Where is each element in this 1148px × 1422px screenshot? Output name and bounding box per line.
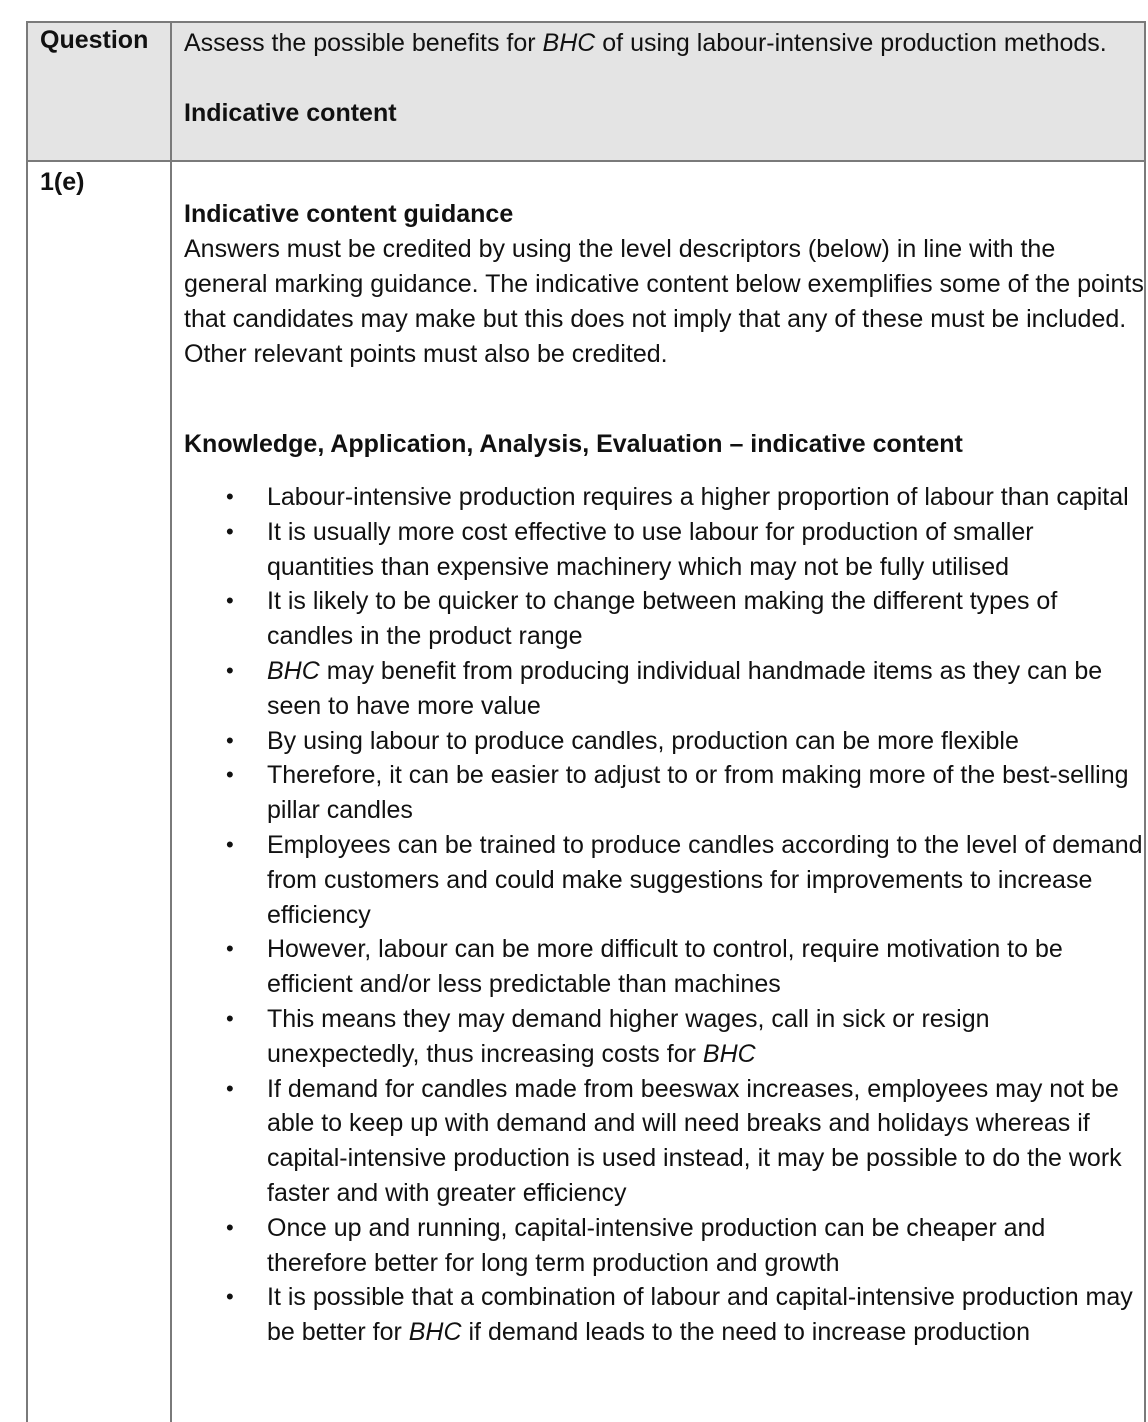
- mark-scheme-table: [26, 21, 1146, 1422]
- list-item: • However, labour can be more difficult to control, require motivation to be efficient and/or less predictable than machines: [184, 932, 1144, 1002]
- list-item: • Therefore, it can be easier to adjust to or from making more of the best-selling pillar candles: [184, 758, 1144, 828]
- list-item: • Once up and running, capital-intensive production can be cheaper and therefore better for long term production and growth: [184, 1211, 1144, 1281]
- question-prompt-cell: [172, 23, 1144, 160]
- bullet-icon: •: [226, 518, 234, 544]
- list-item: • This means they may demand higher wages, call in sick or resign unexpectedly, thus increasing costs for BHC: [184, 1002, 1144, 1072]
- question-number: 1(e): [28, 162, 172, 1422]
- list-item: • It is usually more cost effective to use labour for production of smaller quantities than expensive machinery which may not be fully utilised: [184, 515, 1144, 585]
- bullet-icon: •: [226, 484, 234, 509]
- list-item: • Employees can be trained to produce candles according to the level of demand from customers and could make suggestions for improvements to increase efficiency: [184, 828, 1144, 932]
- bullet-icon: •: [226, 588, 234, 614]
- bullet-icon: •: [226, 657, 234, 683]
- indicative-content-heading: Indicative content: [184, 99, 397, 127]
- bullet-icon: •: [226, 1005, 234, 1031]
- list-item: • It is likely to be quicker to change between making the different types of candles in the product range: [184, 584, 1144, 654]
- list-item: • BHC may benefit from producing individual handmade items as they can be seen to have more value: [184, 654, 1144, 724]
- indicative-content-cell: [172, 162, 1144, 1422]
- kaae-section-title: Knowledge, Application, Analysis, Evaluation – indicative content: [184, 430, 963, 458]
- bullet-icon: •: [226, 831, 234, 857]
- list-item: • Labour-intensive production requires a higher proportion of labour than capital: [184, 480, 1144, 515]
- list-item: • If demand for candles made from beeswax increases, employees may not be able to keep up with demand and will need breaks and holidays whereas if capital-intensive production is used instead, it may be possible to do the work faster and with greater efficiency: [184, 1072, 1144, 1211]
- guidance-text: Answers must be credited by using the level descriptors (below) in line with the general marking guidance. The indicative content below exemplifies some of the points that candidates may make but this does not imply that any of these must be included. Other relevant points must also be credited.: [184, 235, 1144, 368]
- table-header-row: [28, 23, 1144, 162]
- indicative-points-list: [184, 480, 1144, 1350]
- bullet-icon: •: [226, 1075, 234, 1101]
- question-prompt: Assess the possible benefits for BHC of using labour-intensive production methods.: [184, 29, 1107, 57]
- table-body-row: [28, 162, 1144, 1422]
- guidance-title: Indicative content guidance: [184, 200, 514, 228]
- list-item: • By using labour to produce candles, production can be more flexible: [184, 724, 1144, 759]
- bullet-icon: •: [226, 727, 234, 753]
- company-name: BHC: [542, 29, 596, 57]
- bullet-icon: •: [226, 936, 234, 962]
- question-label: Question: [28, 23, 172, 160]
- bullet-icon: •: [226, 762, 234, 788]
- bullet-icon: •: [226, 1214, 234, 1240]
- list-item: • It is possible that a combination of labour and capital-intensive production may be better for BHC if demand leads to the need to increase production: [184, 1280, 1144, 1350]
- bullet-icon: •: [226, 1284, 234, 1310]
